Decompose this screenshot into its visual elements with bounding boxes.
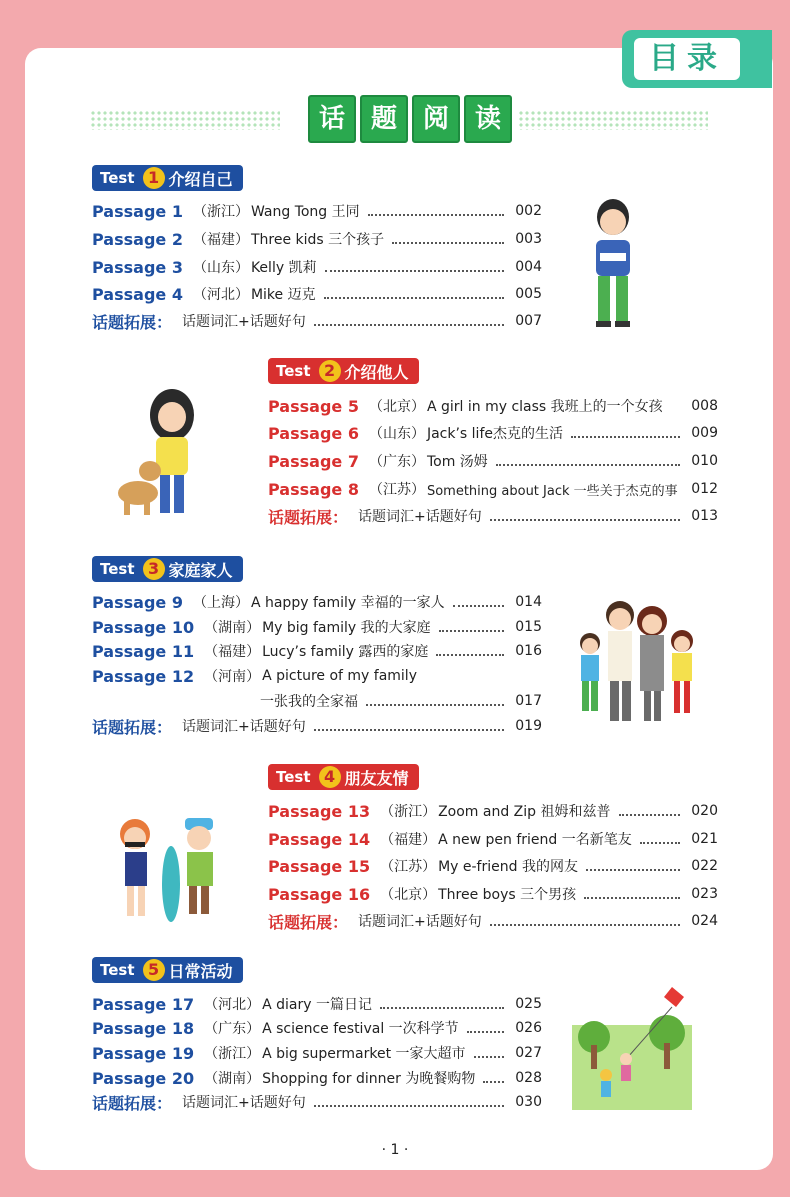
- entry-page: 017: [515, 693, 542, 709]
- entry-label: Passage 18: [92, 1018, 195, 1038]
- entry-label: Passage 11: [92, 641, 195, 661]
- entry-title: A girl in my class 我班上的一个女孩: [426, 399, 663, 415]
- entry-label: Passage 5: [268, 396, 359, 416]
- entry-title: 话题词汇+话题好句: [182, 1095, 306, 1111]
- entry-title: Zoom and Zip 祖姆和兹普: [438, 804, 611, 820]
- test-title: 介绍自己: [168, 169, 233, 189]
- entry-province: （河北）: [204, 997, 261, 1013]
- entry-province: （江苏）: [380, 859, 437, 875]
- entry-title: 话题词汇+话题好句: [358, 509, 482, 525]
- dot-leader: [436, 646, 504, 656]
- entry-label: Passage 6: [268, 423, 359, 443]
- entry-title: Tom 汤姆: [426, 454, 488, 470]
- entry-province: （广东）: [204, 1021, 261, 1037]
- toc-entry[interactable]: [92, 992, 542, 1016]
- entry-title: 话题词汇+话题好句: [182, 719, 306, 735]
- dot-leader: [671, 402, 680, 410]
- boy-illustration: [578, 195, 648, 335]
- entry-label: 话题拓展：: [92, 1093, 173, 1113]
- toc-entry[interactable]: [92, 1016, 542, 1040]
- entry-page: 003: [515, 231, 542, 247]
- entry-page: 027: [515, 1045, 542, 1061]
- dot-leader: [490, 916, 680, 926]
- toc-entry[interactable]: [268, 449, 718, 473]
- entry-province: （河北）: [192, 287, 249, 303]
- entry-province: （浙江）: [192, 204, 249, 220]
- test-3-banner[interactable]: [92, 556, 243, 582]
- test-label: Test: [100, 961, 135, 979]
- test-number-badge: 1: [143, 167, 165, 189]
- entry-label: Passage 16: [268, 884, 371, 904]
- toc-entry[interactable]: [268, 854, 718, 878]
- header-char: 读: [464, 95, 512, 143]
- test-label: Test: [100, 560, 135, 578]
- toc-entry[interactable]: [268, 827, 718, 851]
- dot-leader: [314, 721, 504, 731]
- entry-title: Three kids 三个孩子: [250, 232, 385, 248]
- dot-leader: [366, 696, 504, 706]
- header-char: 题: [360, 95, 408, 143]
- entry-page: 008: [691, 398, 718, 414]
- entry-page: 014: [515, 594, 542, 610]
- dot-leader: [571, 428, 680, 438]
- entry-page: 020: [691, 803, 718, 819]
- entry-province: （福建）: [192, 232, 249, 248]
- test-number-badge: 5: [143, 959, 165, 981]
- entry-title: Shopping for dinner 为晚餐购物: [262, 1071, 476, 1087]
- entry-title: My e-friend 我的网友: [438, 859, 578, 875]
- dot-leader: [325, 262, 504, 272]
- dot-leader: [474, 1048, 504, 1058]
- entry-page: 013: [691, 508, 718, 524]
- entry-title: Kelly 凯莉: [250, 260, 317, 276]
- entry-page: 025: [515, 996, 542, 1012]
- dot-leader: [586, 861, 680, 871]
- entry-page: 015: [515, 619, 542, 635]
- topic-reading-header: [90, 95, 710, 143]
- test-title: 介绍他人: [344, 362, 409, 382]
- entry-label: Passage 12: [92, 666, 195, 686]
- entry-page: 007: [515, 313, 542, 329]
- entry-label: Passage 1: [92, 201, 183, 221]
- toc-entry[interactable]: [92, 282, 542, 306]
- toc-entry-topic-expansion[interactable]: [92, 714, 542, 738]
- entry-label: Passage 9: [92, 592, 183, 612]
- entry-page: 016: [515, 643, 542, 659]
- entry-title: My big family 我的大家庭: [262, 620, 431, 636]
- entry-province: （广东）: [368, 454, 425, 470]
- test-4-banner[interactable]: [268, 764, 419, 790]
- dot-leader: [314, 316, 504, 326]
- dot-leader: [392, 234, 504, 244]
- dot-leader: [467, 1023, 504, 1033]
- toc-entry[interactable]: [92, 199, 542, 223]
- entry-province: （江苏）: [368, 482, 425, 498]
- entry-page: 023: [691, 886, 718, 902]
- toc-entry[interactable]: [92, 255, 542, 279]
- toc-entry-topic-expansion[interactable]: [92, 309, 542, 333]
- entry-title: A science festival 一次科学节: [262, 1021, 459, 1037]
- dot-leader: [314, 1097, 504, 1107]
- toc-entry[interactable]: [92, 639, 542, 663]
- entry-page: 024: [691, 913, 718, 929]
- two-friends-illustration: [105, 812, 230, 927]
- test-number-badge: 3: [143, 558, 165, 580]
- entry-title: Lucy’s family 露西的家庭: [262, 644, 429, 660]
- entry-label: Passage 10: [92, 617, 195, 637]
- header-char: 阅: [412, 95, 460, 143]
- entry-page: 021: [691, 831, 718, 847]
- entry-page: 009: [691, 425, 718, 441]
- toc-entry[interactable]: [92, 227, 542, 251]
- test-2-banner[interactable]: [268, 358, 419, 384]
- entry-province: （福建）: [204, 644, 261, 660]
- entry-province: （福建）: [380, 832, 437, 848]
- entry-page: 028: [515, 1070, 542, 1086]
- entry-province: （浙江）: [380, 804, 437, 820]
- test-title: 朋友友情: [344, 768, 409, 788]
- header-dots-left: [90, 110, 280, 130]
- entry-province: （北京）: [380, 887, 437, 903]
- toc-entry[interactable]: [92, 1041, 542, 1065]
- entry-label: Passage 15: [268, 856, 371, 876]
- toc-entry-continuation[interactable]: [258, 689, 542, 713]
- toc-entry-topic-expansion[interactable]: [268, 909, 718, 933]
- entry-title: 一张我的全家福: [260, 694, 358, 710]
- entry-province: （湖南）: [204, 620, 261, 636]
- entry-title: A new pen friend 一名新笔友: [438, 832, 632, 848]
- entry-page: 005: [515, 286, 542, 302]
- entry-page: 030: [515, 1094, 542, 1110]
- dot-leader: [380, 999, 504, 1009]
- toc-entry[interactable]: [92, 615, 542, 639]
- dot-leader: [483, 1073, 504, 1083]
- toc-entry[interactable]: [268, 882, 718, 906]
- entry-title: A diary 一篇日记: [262, 997, 372, 1013]
- entry-label: Passage 3: [92, 257, 183, 277]
- toc-entry[interactable]: [92, 664, 542, 688]
- test-number-badge: 4: [319, 766, 341, 788]
- entry-title: Jack’s life杰克的生活: [426, 426, 563, 442]
- entry-province: （山东）: [368, 426, 425, 442]
- entry-label: Passage 8: [268, 479, 359, 499]
- test-title: 日常活动: [168, 961, 233, 981]
- test-number-badge: 2: [319, 360, 341, 382]
- entry-province: （上海）: [192, 595, 249, 611]
- entry-label: Passage 19: [92, 1043, 195, 1063]
- entry-title: Three boys 三个男孩: [438, 887, 577, 903]
- entry-title: Mike 迈克: [250, 287, 316, 303]
- entry-label: Passage 20: [92, 1068, 195, 1088]
- entry-title: A picture of my family: [262, 668, 417, 684]
- girl-with-dog-illustration: [110, 385, 220, 525]
- toc-entry[interactable]: [268, 421, 718, 445]
- entry-page: 022: [691, 858, 718, 874]
- park-kite-illustration: [572, 985, 692, 1110]
- dot-leader: [368, 206, 504, 216]
- entry-province: （河南）: [204, 669, 261, 685]
- entry-title: Wang Tong 王同: [250, 204, 360, 220]
- entry-title: A happy family 幸福的一家人: [250, 595, 445, 611]
- dot-leader: [584, 889, 680, 899]
- entry-title: 话题词汇+话题好句: [182, 314, 306, 330]
- entry-label: Passage 13: [268, 801, 371, 821]
- entry-province: （浙江）: [204, 1046, 261, 1062]
- entry-label: Passage 2: [92, 229, 183, 249]
- entry-title: Something about Jack 一些关于杰克的事: [426, 483, 678, 499]
- entry-page: 026: [515, 1020, 542, 1036]
- entry-province: （北京）: [368, 399, 425, 415]
- entry-label: 话题拓展：: [92, 717, 173, 737]
- test-title: 家庭家人: [168, 560, 233, 580]
- entry-label: Passage 14: [268, 829, 371, 849]
- entry-province: （湖南）: [204, 1071, 261, 1087]
- entry-label: 话题拓展：: [268, 507, 349, 527]
- entry-page: 019: [515, 718, 542, 734]
- entry-label: Passage 4: [92, 284, 183, 304]
- toc-entry[interactable]: [92, 590, 542, 614]
- family-illustration: [572, 595, 702, 730]
- dot-leader: [640, 834, 680, 844]
- test-label: Test: [100, 169, 135, 187]
- dot-leader: [490, 511, 680, 521]
- entry-label: Passage 17: [92, 994, 195, 1014]
- entry-label: 话题拓展：: [92, 312, 173, 332]
- toc-entry[interactable]: [92, 1066, 542, 1090]
- toc-entry[interactable]: [268, 477, 718, 501]
- entry-title: 话题词汇+话题好句: [358, 914, 482, 930]
- page-number: · 1 ·: [381, 1142, 409, 1158]
- dot-leader: [680, 485, 686, 493]
- entry-page: 010: [691, 453, 718, 469]
- dot-leader: [496, 456, 680, 466]
- entry-page: 012: [691, 481, 718, 497]
- test-label: Test: [276, 768, 311, 786]
- toc-entry[interactable]: [268, 394, 718, 418]
- dot-leader: [439, 622, 504, 632]
- entry-province: （山东）: [192, 260, 249, 276]
- header-char: 话: [308, 95, 356, 143]
- test-label: Test: [276, 362, 311, 380]
- toc-entry-topic-expansion[interactable]: [92, 1090, 542, 1114]
- dot-leader: [453, 597, 504, 607]
- toc-entry[interactable]: [268, 799, 718, 823]
- corner-tab-label: 目录: [634, 38, 740, 80]
- entry-title: A big supermarket 一家大超市: [262, 1046, 466, 1062]
- header-title: [308, 95, 512, 143]
- entry-label: Passage 7: [268, 451, 359, 471]
- entry-page: 002: [515, 203, 542, 219]
- toc-entry-topic-expansion[interactable]: [268, 504, 718, 528]
- header-dots-right: [518, 110, 708, 130]
- test-5-banner[interactable]: [92, 957, 243, 983]
- test-1-banner[interactable]: [92, 165, 243, 191]
- dot-leader: [619, 806, 681, 816]
- entry-label: 话题拓展：: [268, 912, 349, 932]
- dot-leader: [324, 289, 504, 299]
- entry-page: 004: [515, 259, 542, 275]
